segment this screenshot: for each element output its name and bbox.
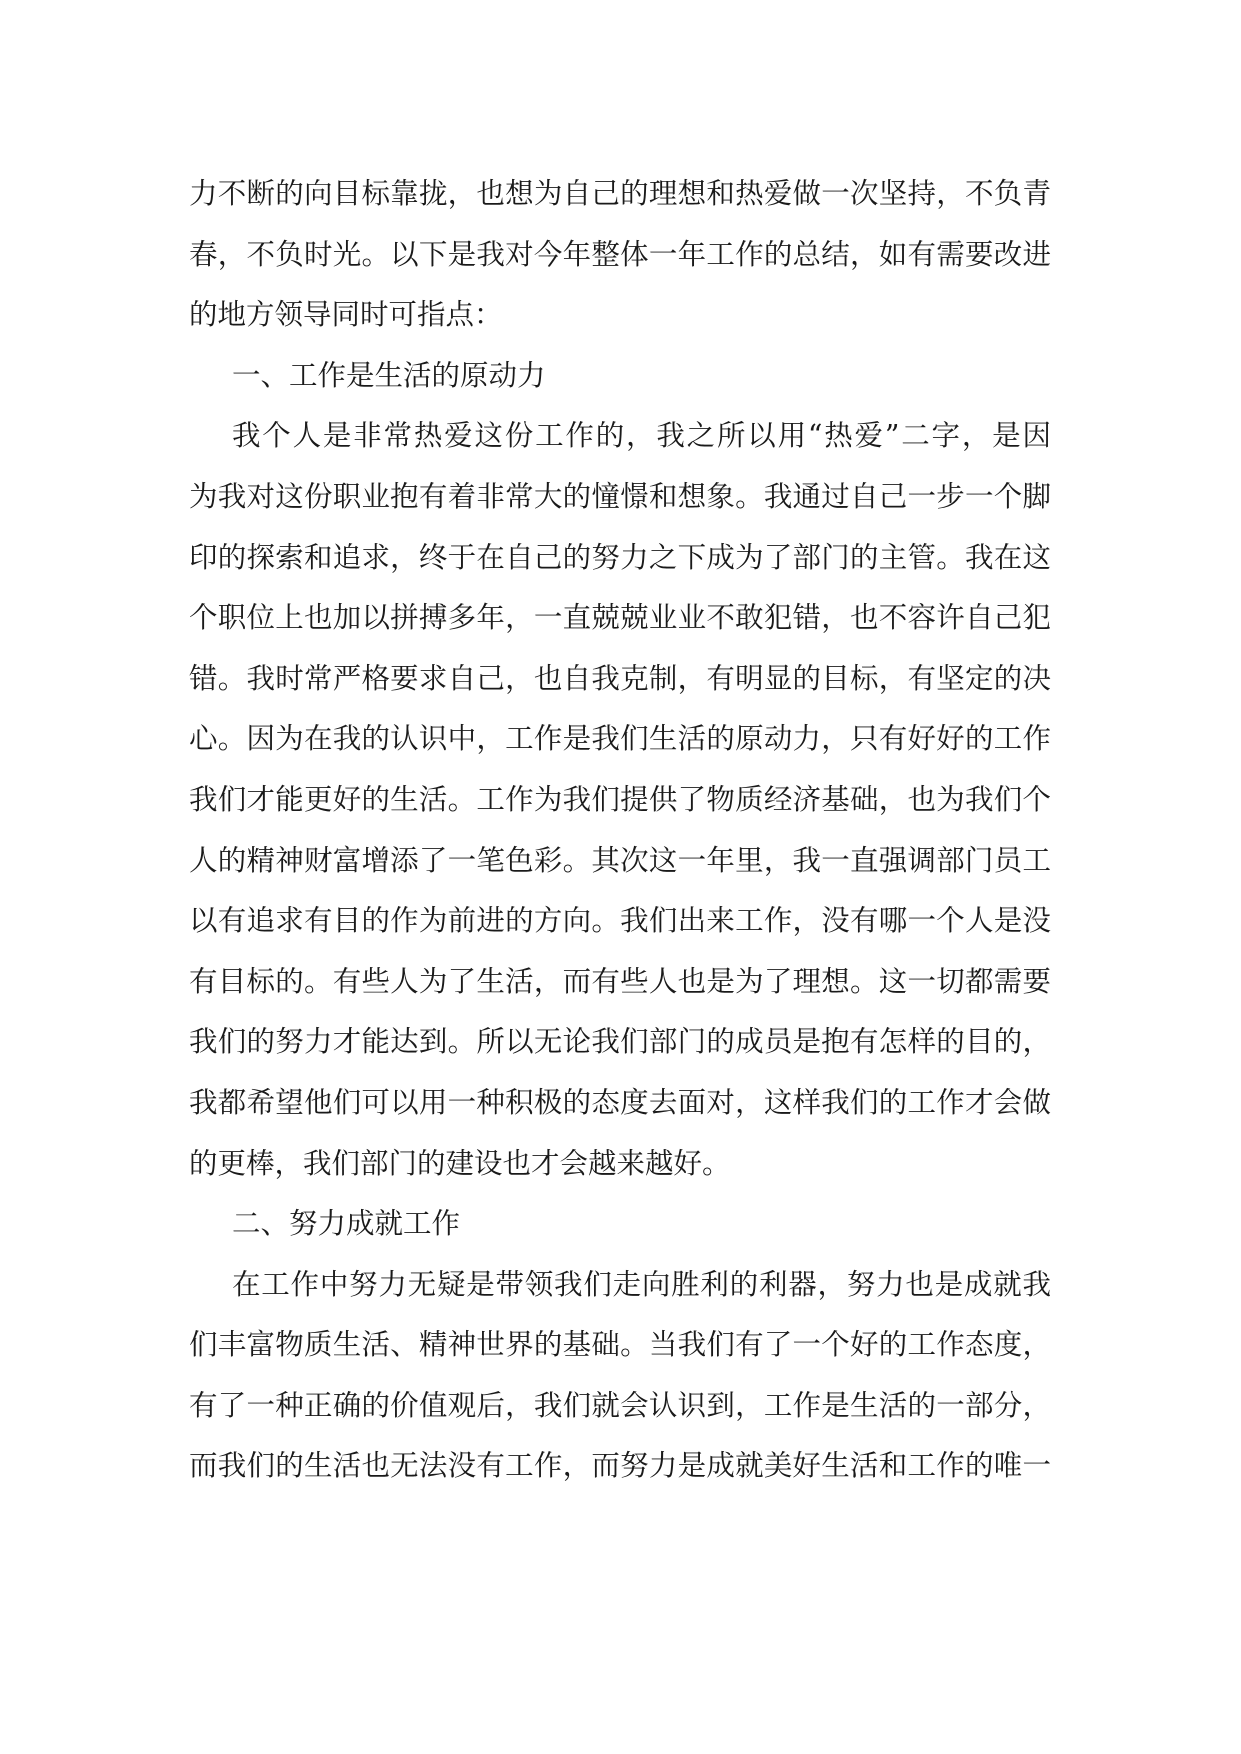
text-line: 春，不负时光。以下是我对今年整体一年工作的总结，如有需要改进 [189, 237, 1051, 271]
text-line: 以有追求有目的作为前进的方向。我们出来工作，没有哪一个人是没 [189, 904, 1051, 938]
text-line: 人的精神财富增添了一笔色彩。其次这一年里，我一直强调部门员工 [189, 843, 1051, 877]
section-heading: 二、努力成就工作 [232, 1207, 461, 1241]
text-line: 错。我时常严格要求自己，也自我克制，有明显的目标，有坚定的决 [189, 661, 1051, 695]
document-body [189, 164, 1051, 1497]
text-line: 有了一种正确的价值观后，我们就会认识到，工作是生活的一部分， [189, 1388, 1051, 1422]
text-line: 而我们的生活也无法没有工作，而努力是成就美好生活和工作的唯一 [189, 1449, 1051, 1483]
text-line: 心。因为在我的认识中，工作是我们生活的原动力，只有好好的工作 [189, 722, 1051, 756]
text-line: 在工作中努力无疑是带领我们走向胜利的利器，努力也是成就我 [232, 1267, 1051, 1301]
text-line: 为我对这份职业抱有着非常大的憧憬和想象。我通过自己一步一个脚 [189, 479, 1051, 513]
text-line: 的地方领导同时可指点： [189, 298, 503, 332]
text-line: 的更棒，我们部门的建设也才会越来越好。 [189, 1146, 731, 1180]
text-line: 有目标的。有些人为了生活，而有些人也是为了理想。这一切都需要 [189, 964, 1051, 998]
section-heading: 一、工作是生活的原动力 [232, 358, 546, 392]
text-line: 印的探索和追求，终于在自己的努力之下成为了部门的主管。我在这 [189, 540, 1051, 574]
text-line: 们丰富物质生活、精神世界的基础。当我们有了一个好的工作态度， [189, 1328, 1051, 1362]
text-line: 我们才能更好的生活。工作为我们提供了物质经济基础，也为我们个 [189, 782, 1051, 816]
text-line: 我们的努力才能达到。所以无论我们部门的成员是抱有怎样的目的， [189, 1025, 1051, 1059]
text-line: 我都希望他们可以用一种积极的态度去面对，这样我们的工作才会做 [189, 1085, 1051, 1119]
text-line: 个职位上也加以拼搏多年，一直兢兢业业不敢犯错，也不容许自己犯 [189, 601, 1051, 635]
text-line: 我个人是非常热爱这份工作的，我之所以用“热爱”二字，是因 [232, 419, 1051, 453]
text-line: 力不断的向目标靠拢，也想为自己的理想和热爱做一次坚持，不负青 [189, 177, 1051, 210]
